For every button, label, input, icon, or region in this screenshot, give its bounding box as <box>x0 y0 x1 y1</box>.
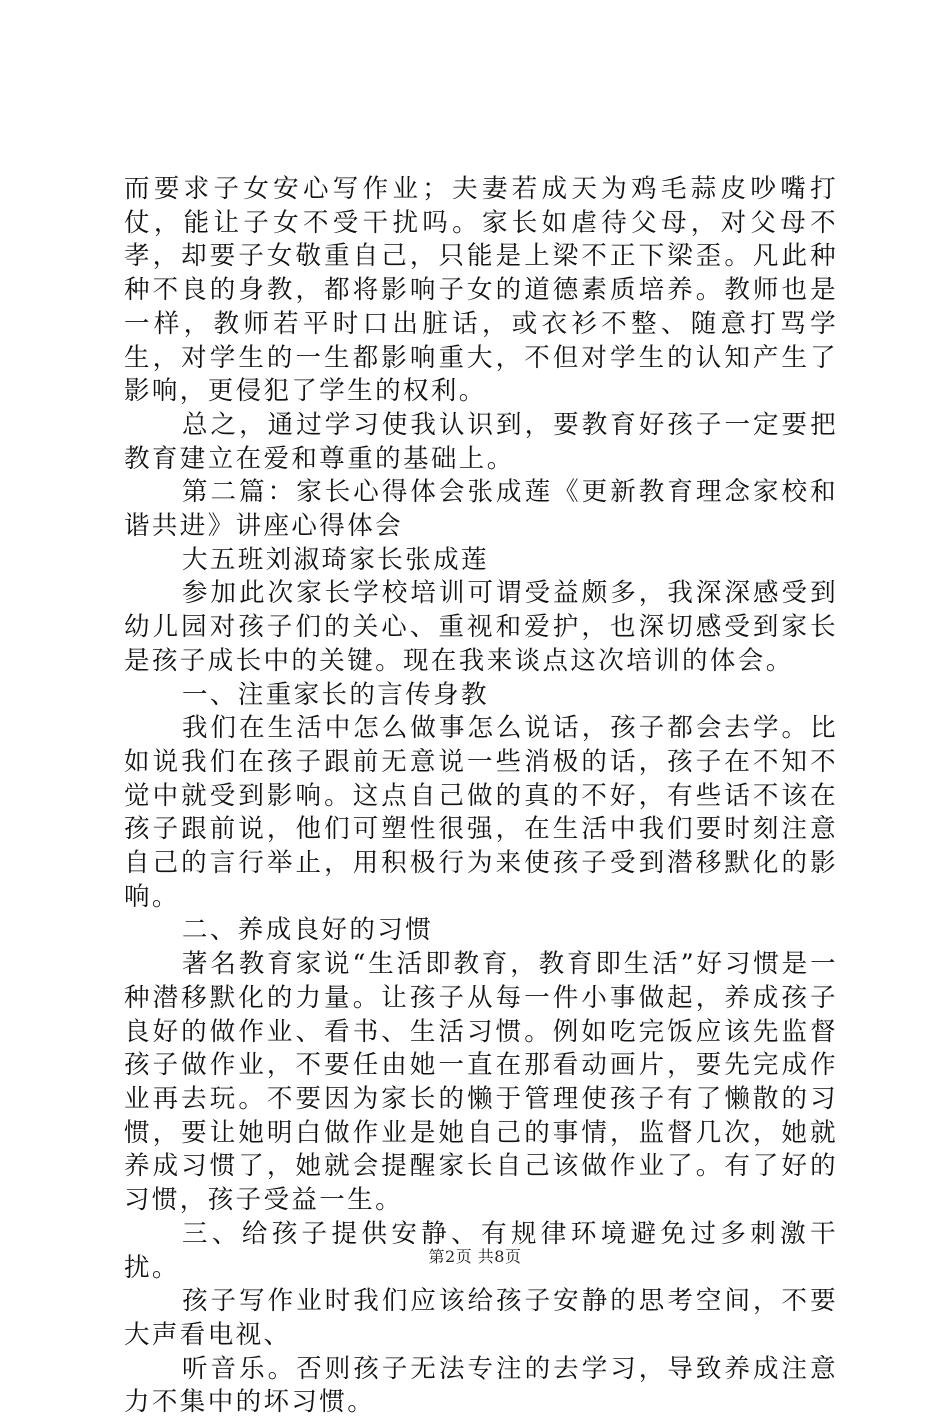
paragraph-two: 著名教育家说“生活即教育，教育即生活”好习惯是一种潜移默化的力量。让孩子从每一件小事做起，养成孩子良好的做作业、看书、生活习惯。例如吃完饭应该先监督孩子做作业，不要任由她一直在那看动画片，要先完成作业再去玩。不要因为家长的懒于管理使孩子有了懒散的习惯，要让她明白做作业是她自己的事情，监督几次，她就养成习惯了，她就会提醒家长自己该做作业了。有了好的习惯，孩子受益一生。 <box>124 949 838 1216</box>
author-line: 大五班刘淑琦家长张成莲 <box>182 544 489 575</box>
section-heading: 第二篇：家长心得体会张成莲《更新教育理念家校和谐共进》讲座心得体会 <box>124 477 838 542</box>
paragraph-one: 我们在生活中怎么做事怎么说话，孩子都会去学。比如说我们在孩子跟前无意说一些消极的话，孩子在不知不觉中就受到影响。这点自己做的真的不好，有些话不该在孩子跟前说，他们可塑性很强，在生活中我们要时刻注意自己的言行举止，用积极行为来使孩子受到潜移默化的影响。 <box>124 713 838 912</box>
paragraph-intro: 参加此次家长学校培训可谓受益颇多，我深深感受到幼儿园对孩子们的关心、重视和爱护，也深切感受到家长是孩子成长中的关键。现在我来谈点这次培训的体会。 <box>124 578 838 676</box>
subheading-two: 二、养成良好的习惯 <box>182 915 434 946</box>
paragraph-four: 听音乐。否则孩子无法专注的去学习，导致养成注意力不集中的坏习惯。 <box>124 1353 838 1418</box>
subheading-one: 一、注重家长的言传身教 <box>182 679 489 710</box>
paragraph-continuation: 而要求子女安心写作业；夫妻若成天为鸡毛蒜皮吵嘴打仗，能让子女不受干扰吗。家长如虐待父母，对父母不孝，却要子女敬重自己，只能是上梁不正下梁歪。凡此种种不良的身教，都将影响子女的道德素质培养。教师也是一样，教师若平时口出脏话，或衣衫不整、随意打骂学生，对学生的一生都影响重大，不但对学生的认知产生了影响，更侵犯了学生的权利。 <box>124 174 838 407</box>
subheading-three: 三、给孩子提供安静、有规律环境避免过多刺激干扰。 <box>124 1218 838 1283</box>
document-body <box>124 173 838 1420</box>
paragraph-summary: 总之，通过学习使我认识到，要教育好孩子一定要把教育建立在爱和尊重的基础上。 <box>124 409 838 474</box>
paragraph-three: 孩子写作业时我们应该给孩子安静的思考空间，不要大声看电视、 <box>124 1286 838 1350</box>
page-number-footer: 第2页 共8页 <box>428 1247 522 1266</box>
